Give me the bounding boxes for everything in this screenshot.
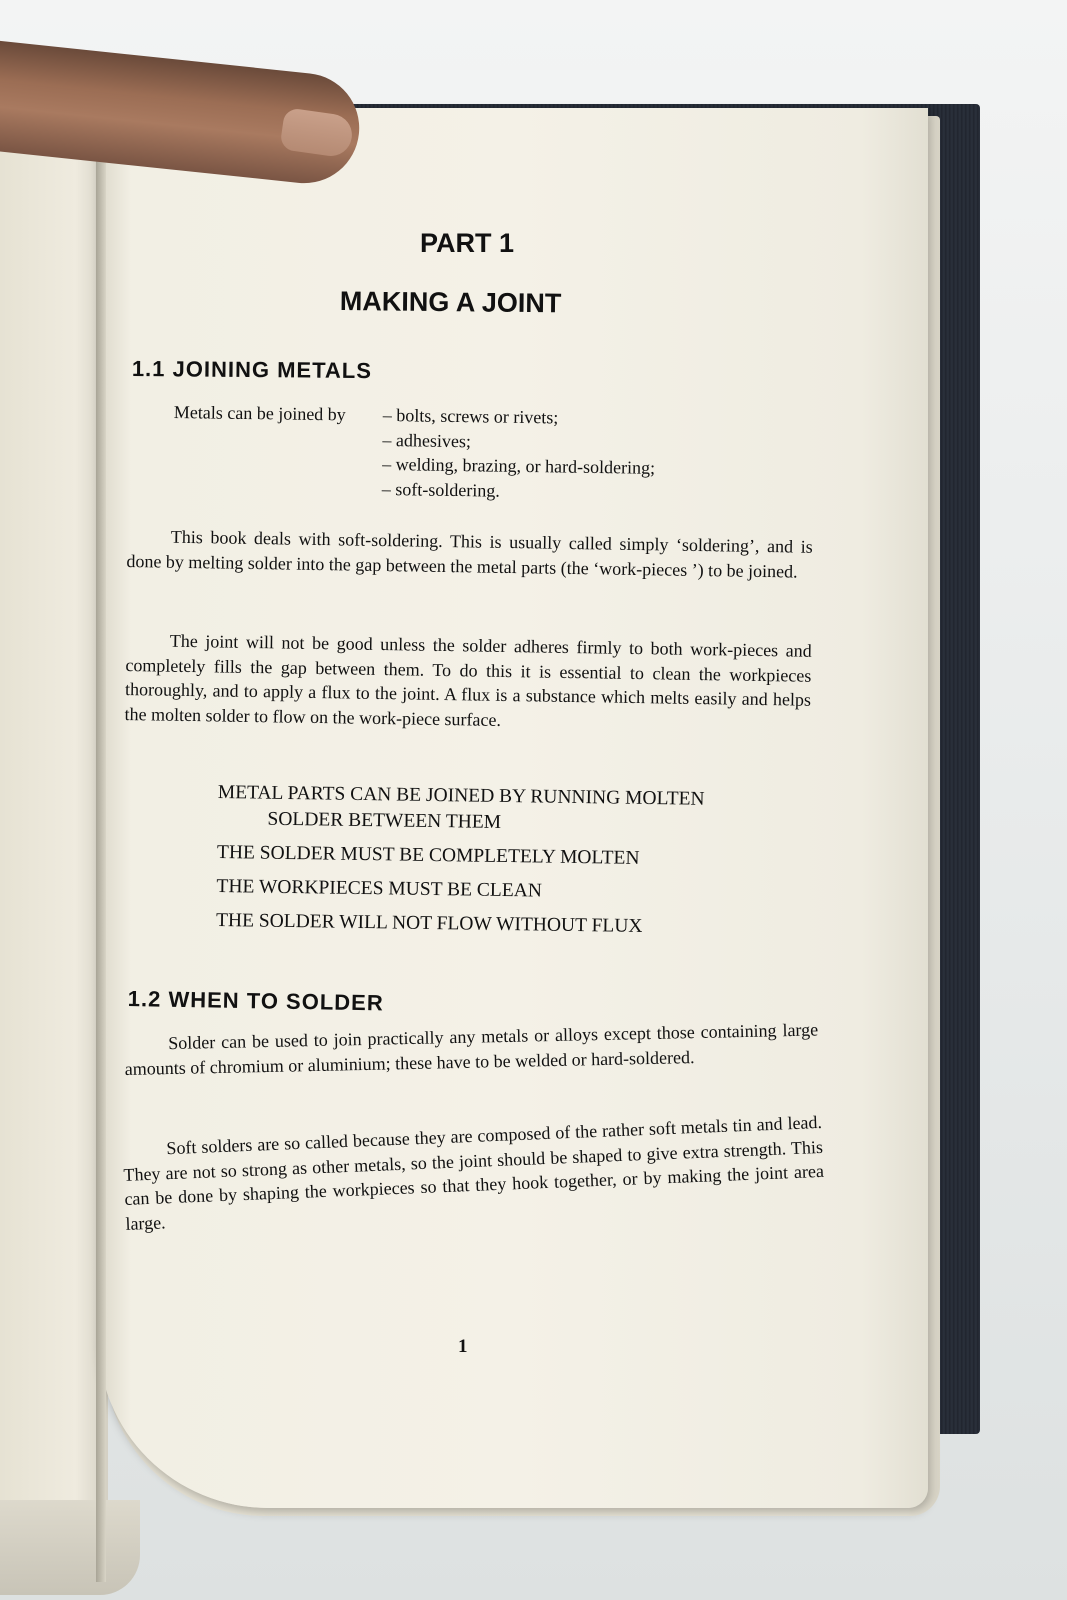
left-page-edge <box>0 1500 140 1595</box>
key-rules <box>216 780 705 941</box>
rule-line: THE WORKPIECES MUST BE CLEAN <box>216 875 543 902</box>
paragraph-text: Solder can be used to join practically any metals or alloys except those containing large amounts of chromium or aluminium; these have to be welded or hard-soldered. <box>124 1019 819 1079</box>
paragraph-text: Soft solders are so called because they are composed of the rather soft metals tin and lead. They are not so strong as other metals, so the joint should be shaped to give extra strength. This can be done by shaping the workpieces so that they hook together, or by making the joint area large. <box>123 1111 825 1234</box>
joining-methods-list <box>382 403 656 505</box>
paragraph <box>124 628 811 737</box>
book-gutter <box>96 112 106 1582</box>
section-heading-1-1: 1.1 JOINING METALS <box>131 356 373 384</box>
page-number: 1 <box>458 1336 468 1357</box>
chapter-title: MAKING A JOINT <box>339 286 562 319</box>
left-page <box>0 110 108 1580</box>
list-item: – bolts, screws or rivets; <box>382 404 559 428</box>
list-intro: Metals can be joined by <box>173 401 346 425</box>
paragraph-text: This book deals with soft-soldering. This is usually called simply ‘soldering’, and is done by melting solder into the gap between the metal parts (the ‘work-pieces ’) to be joined. <box>126 526 813 582</box>
list-item: – soft-soldering. <box>381 478 500 501</box>
rule-line: THE SOLDER WILL NOT FLOW WITHOUT FLUX <box>215 909 643 937</box>
rule-line: SOLDER BETWEEN THEM <box>267 808 502 833</box>
part-title: PART 1 <box>420 228 515 258</box>
list-item: – adhesives; <box>382 429 472 451</box>
rule-line: METAL PARTS CAN BE JOINED BY RUNNING MOLTEN <box>217 781 705 810</box>
paragraph-text: The joint will not be good unless the solder adheres firmly to both work-pieces and completely fills the gap between them. To do this it is essential to clean the workpieces thoroughly, and to apply a flux to the joint. A flux is a substance which melts easily and helps the molten solder to flow on the work-piece surface. <box>124 630 812 730</box>
list-item: – welding, brazing, or hard-soldering; <box>382 453 656 478</box>
rule-line: THE SOLDER MUST BE COMPLETELY MOLTEN <box>216 841 640 869</box>
section-heading-1-2: 1.2 WHEN TO SOLDER <box>127 986 384 1016</box>
